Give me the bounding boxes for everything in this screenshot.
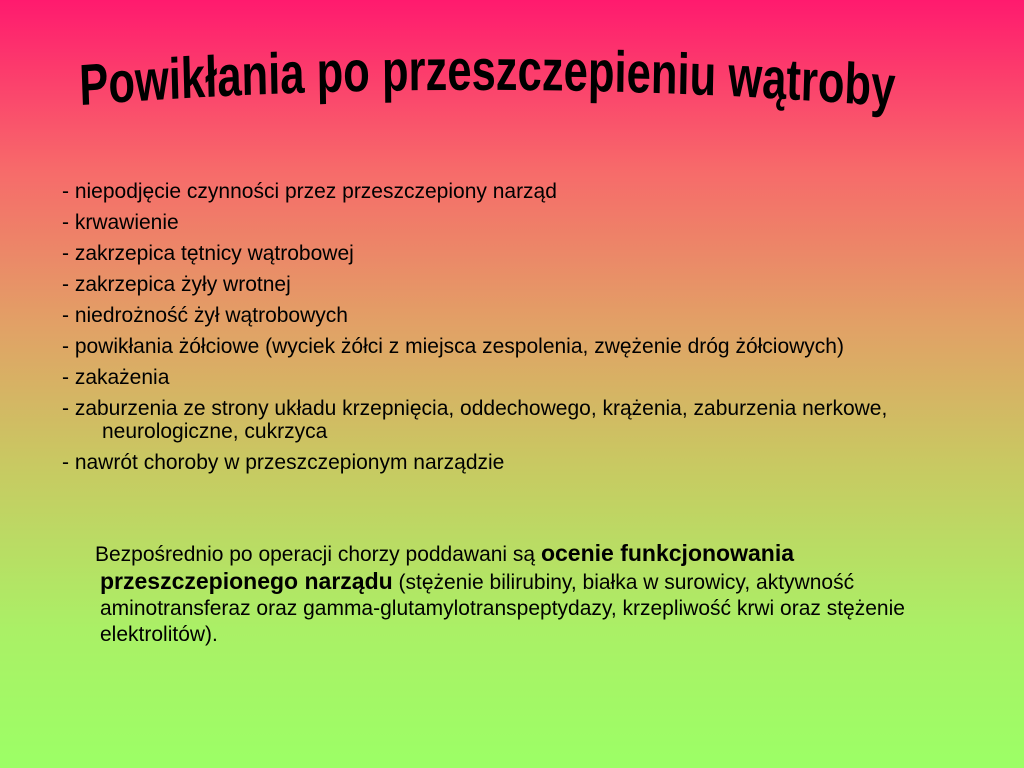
list-item: - zakrzepica żyły wrotnej	[62, 273, 291, 296]
list-item: - krwawienie	[62, 211, 179, 234]
slide-title-text	[78, 37, 897, 119]
complications-list	[62, 180, 972, 482]
paragraph-highlight-text: ocenie funkcjonowania przeszczepionego narządu	[100, 540, 794, 594]
list-item: - zakażenia	[62, 366, 170, 389]
postoperative-assessment-paragraph	[95, 540, 980, 648]
list-item: - powikłania żółciowe (wyciek żółci z miejsca zespolenia, zwężenie dróg żółciowych)	[62, 335, 844, 358]
list-item: - zakrzepica tętnicy wątrobowej	[62, 242, 354, 265]
list-item: - niedrożność żył wątrobowych	[62, 304, 348, 327]
list-item: - niepodjęcie czynności przez przeszczepiony narząd	[62, 180, 557, 203]
slide-title	[78, 37, 910, 142]
slide-title-textpath: Powikłania po przeszczepieniu wątroby	[78, 37, 895, 120]
list-item: - nawrót choroby w przeszczepionym narządzie	[62, 451, 505, 474]
paragraph-rest-text: (stężenie bilirubiny, białka w surowicy, aktywność aminotransferaz oraz gamma-glutamylotranspeptydazy, krzepliwość krwi oraz stężenie elektrolitów).	[100, 571, 905, 646]
paragraph-intro-text: Bezpośrednio po operacji chorzy poddawani są	[95, 543, 541, 566]
list-item: - zaburzenia ze strony układu krzepnięcia, oddechowego, krążenia, zaburzenia nerkowe, neurologiczne, cukrzyca	[62, 397, 888, 443]
